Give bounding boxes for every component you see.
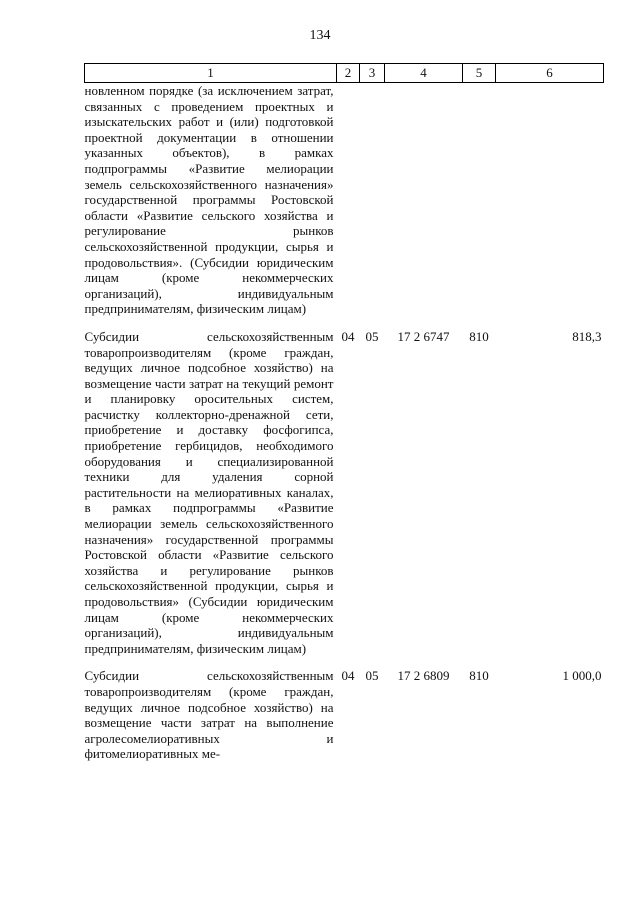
row-target: 17 2 6809	[397, 668, 450, 684]
table-body	[85, 83, 604, 762]
table-row	[85, 321, 604, 660]
row-amount: 818,3	[572, 328, 602, 344]
table-row	[85, 83, 604, 321]
header-col-1: 1	[85, 64, 337, 83]
row-expense-type: 810	[469, 668, 489, 684]
table-header	[85, 64, 604, 83]
row-subsection: 05	[365, 328, 379, 344]
header-col-5: 5	[463, 64, 496, 83]
table-row	[85, 660, 604, 762]
row-description: Субсидии сельскохозяйственным товаропроизводителям (кроме граждан, ведущих личное подсобное хозяйство) на возмещение части затрат на выполнение агролесомелиоративных и фитомелиоративных ме-	[84, 668, 334, 762]
budget-table	[84, 63, 604, 762]
header-col-3: 3	[360, 64, 385, 83]
row-expense-type: 810	[469, 328, 489, 344]
header-row	[85, 64, 604, 83]
row-expense-type	[463, 83, 496, 321]
page-number: 134	[309, 28, 331, 43]
row-subsection: 05	[365, 668, 379, 684]
row-subsection	[360, 83, 385, 321]
row-amount	[496, 83, 604, 321]
row-section: 04	[341, 668, 355, 684]
row-target	[385, 83, 463, 321]
header-col-2: 2	[337, 64, 360, 83]
row-section: 04	[341, 328, 355, 344]
row-section	[337, 83, 360, 321]
row-target: 17 2 6747	[397, 328, 450, 344]
row-description: Субсидии сельскохозяйственным товаропроизводителям (кроме граждан, ведущих личное подсобное хозяйство) на возмещение части затрат на текущий ремонт и планировку оросительных систем, расчистку коллекторно-дренажной сети, приобретение и доставку фосфогипса, приобретение гербицидов, необходимого оборудования и специализированной техники для удаления сорной растительности на мелиоративных каналах, в рамках подпрограммы «Развитие мелиорации земель сельскохозяйственного назначения» государственной программы Ростовской области «Развитие сельского хозяйства и регулирование рынков сельскохозяйственной продукции, сырья и продовольствия» (Субсидии юридическим лицам (кроме некоммерческих организаций), индивидуальным предпринимателям, физическим лицам)	[84, 328, 334, 656]
row-description: новленном порядке (за исключением затрат, связанных с проведением проектных и изыскательских работ и (или) подготовкой проектной документации в отношении указанных объектов), в рамках подпрограммы «Развитие мелиорации земель сельскохозяйственного назначения» государственной программы Ростовской области «Развитие сельского хозяйства и регулирование рынков сельскохозяйственной продукции, сырья и продовольствия». (Субсидии юридическим лицам (кроме некоммерческих организаций), индивидуальным предпринимателям, физическим лицам)	[84, 83, 334, 317]
row-amount: 1 000,0	[562, 668, 602, 684]
header-col-6: 6	[496, 64, 604, 83]
header-col-4: 4	[385, 64, 463, 83]
